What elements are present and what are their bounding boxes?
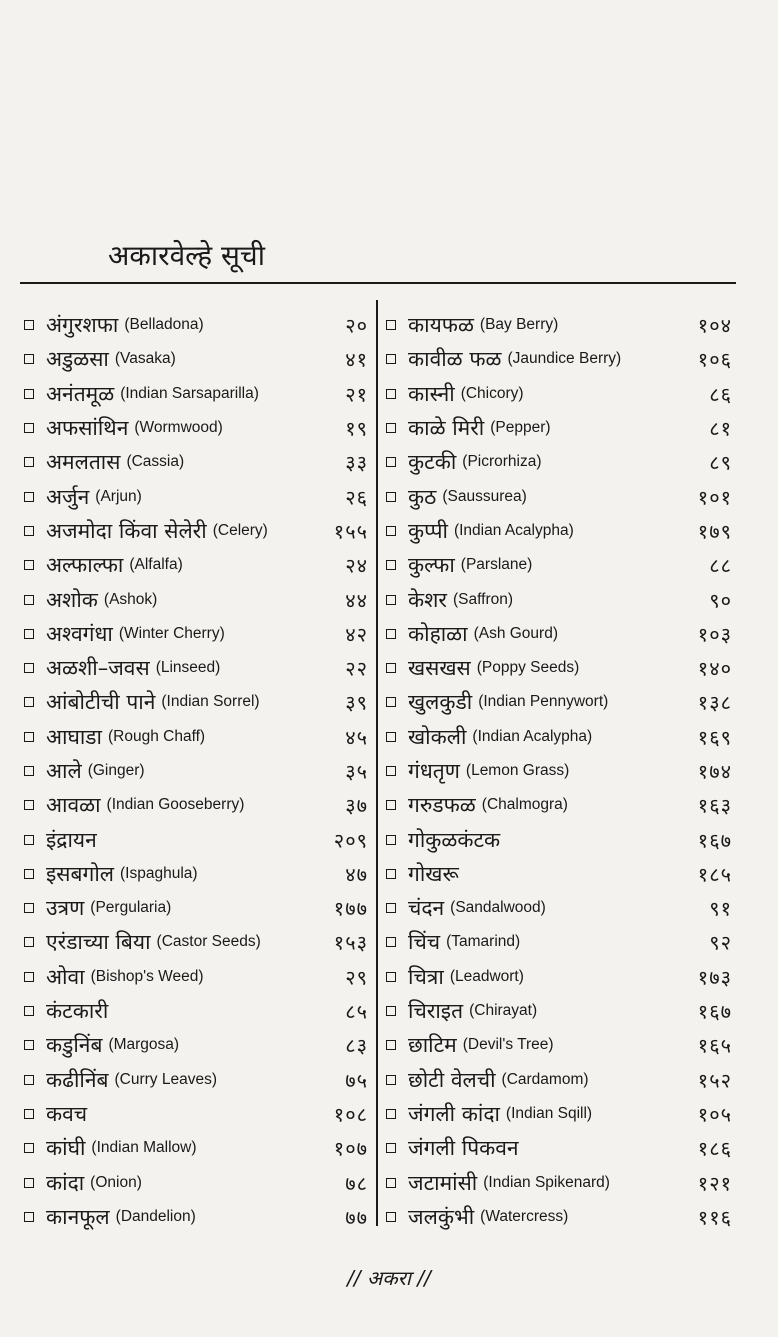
entry-page-number: ८८	[709, 553, 732, 578]
checkbox-square-icon	[386, 937, 396, 947]
entry-english-name: (Ash Gourd)	[473, 624, 558, 642]
entry-page-number: १५३	[333, 930, 368, 955]
checkbox-square-icon	[24, 835, 34, 845]
index-entry	[24, 1165, 372, 1199]
entry-english-name: (Tamarind)	[446, 933, 521, 951]
checkbox-square-icon	[24, 457, 34, 467]
entry-english-name: (Indian Acalypha)	[472, 727, 593, 745]
entry-page-number: ७८	[345, 1171, 368, 1196]
checkbox-square-icon	[24, 937, 34, 947]
entry-page-number: ११६	[697, 1205, 732, 1230]
entry-page-number: ९२	[709, 930, 732, 955]
entry-page-number: १४०	[697, 656, 732, 681]
entry-english-name: (Poppy Seeds)	[476, 659, 580, 677]
checkbox-square-icon	[386, 903, 396, 913]
checkbox-square-icon	[24, 595, 34, 605]
checkbox-square-icon	[24, 663, 34, 673]
entry-english-name: (Castor Seeds)	[156, 933, 261, 951]
entry-page-number: २०९	[333, 828, 368, 853]
entry-english-name: (Linseed)	[155, 659, 221, 677]
entry-page-number: ३३	[345, 450, 368, 475]
entry-name: चिराइत	[408, 999, 464, 1024]
entry-name: कुप्पी	[408, 518, 448, 543]
entry-name: चिंच	[408, 930, 441, 955]
index-entry	[386, 1200, 736, 1234]
entry-name: कुटकी	[408, 450, 457, 475]
checkbox-square-icon	[24, 526, 34, 536]
entry-name: कवच	[46, 1101, 88, 1126]
entry-english-name: (Cassia)	[126, 453, 185, 471]
entry-page-number: ८३	[345, 1033, 368, 1058]
checkbox-square-icon	[24, 629, 34, 639]
entry-name: अल्फाल्फा	[46, 553, 124, 578]
entry-english-name: (Pergularia)	[90, 899, 172, 917]
checkbox-square-icon	[24, 1212, 34, 1222]
index-entry	[386, 994, 736, 1028]
entry-english-name: (Indian Pennywort)	[478, 693, 609, 711]
entry-english-name: (Chalmogra)	[481, 796, 568, 814]
entry-name: अर्जुन	[46, 484, 90, 509]
entry-page-number: २०	[345, 313, 368, 338]
entry-english-name: (Wormwood)	[134, 419, 223, 437]
entry-name: अफसांथिन	[46, 416, 129, 441]
column-divider	[376, 300, 378, 1226]
entry-name: छोटी वेलची	[408, 1067, 496, 1092]
entry-name: आघाडा	[46, 724, 102, 749]
entry-name: गंधतृण	[408, 759, 460, 783]
checkbox-square-icon	[24, 800, 34, 810]
checkbox-square-icon	[24, 1075, 34, 1085]
entry-name: कुठ	[408, 484, 437, 509]
entry-name: अश्वगंधा	[46, 621, 113, 646]
index-entry	[24, 308, 372, 342]
checkbox-square-icon	[24, 1143, 34, 1153]
index-entry	[386, 548, 736, 582]
checkbox-square-icon	[386, 697, 396, 707]
index-entry	[386, 1028, 736, 1062]
entry-name: कावीळ फळ	[408, 347, 502, 372]
entry-page-number: १०६	[697, 347, 732, 372]
entry-page-number: १२१	[697, 1171, 732, 1196]
entry-name: इसबगोल	[46, 861, 114, 886]
entry-name: जंगली पिकवन	[408, 1136, 519, 1161]
right-index-column	[386, 308, 736, 1234]
checkbox-square-icon	[386, 354, 396, 364]
checkbox-square-icon	[24, 1178, 34, 1188]
checkbox-square-icon	[386, 800, 396, 810]
entry-name: उत्रण	[46, 896, 85, 921]
checkbox-square-icon	[386, 560, 396, 570]
index-entry	[386, 960, 736, 994]
entry-english-name: (Cardamom)	[501, 1070, 589, 1088]
entry-english-name: (Jaundice Berry)	[507, 350, 622, 368]
index-entry	[24, 891, 372, 925]
entry-page-number: १३८	[697, 690, 732, 715]
entry-page-number: १५५	[333, 519, 368, 544]
index-entry	[386, 377, 736, 411]
checkbox-square-icon	[386, 1178, 396, 1188]
entry-page-number: १८५	[697, 862, 732, 887]
index-entry	[24, 1063, 372, 1097]
checkbox-square-icon	[386, 423, 396, 433]
entry-page-number: १०५	[697, 1102, 732, 1127]
entry-english-name: (Chicory)	[460, 384, 524, 402]
checkbox-square-icon	[386, 389, 396, 399]
entry-name: जटामांसी	[408, 1170, 478, 1195]
index-entry	[24, 377, 372, 411]
checkbox-square-icon	[386, 526, 396, 536]
entry-english-name: (Pepper)	[490, 419, 551, 437]
entry-page-number: १६५	[697, 1033, 732, 1058]
entry-page-number: १०४	[697, 313, 732, 338]
entry-page-number: ४५	[345, 725, 368, 750]
index-entry	[24, 960, 372, 994]
entry-name: इंद्रायन	[46, 827, 97, 852]
index-entry	[24, 1097, 372, 1131]
title-rule	[20, 282, 736, 284]
entry-name: कांघी	[46, 1136, 86, 1161]
checkbox-square-icon	[24, 869, 34, 879]
entry-page-number: १६७	[697, 999, 732, 1024]
index-entry	[386, 788, 736, 822]
entry-name: आले	[46, 759, 82, 783]
entry-page-number: ८६	[709, 382, 732, 407]
entry-english-name: (Indian Acalypha)	[453, 521, 574, 539]
checkbox-square-icon	[386, 1143, 396, 1153]
entry-english-name: (Picrorhiza)	[462, 453, 542, 471]
entry-english-name: (Sandalwood)	[450, 899, 546, 917]
entry-name: अमलतास	[46, 450, 121, 475]
index-entry	[386, 617, 736, 651]
entry-name: काळे मिरी	[408, 416, 485, 441]
entry-name: कानफूल	[46, 1204, 110, 1229]
entry-name: केशर	[408, 587, 447, 612]
entry-english-name: (Parslane)	[460, 556, 533, 574]
index-entry	[386, 651, 736, 685]
entry-page-number: ४७	[345, 862, 368, 887]
checkbox-square-icon	[386, 1075, 396, 1085]
checkbox-square-icon	[386, 869, 396, 879]
entry-page-number: ४२	[345, 622, 368, 647]
entry-english-name: (Ispaghula)	[120, 864, 198, 882]
entry-page-number: १०८	[333, 1102, 368, 1127]
entry-name: गोकुळकंटक	[408, 827, 501, 852]
entry-page-number: ३७	[345, 793, 368, 818]
index-entry	[24, 720, 372, 754]
entry-name: खोकली	[408, 724, 467, 749]
checkbox-square-icon	[386, 492, 396, 502]
entry-page-number: १६९	[697, 725, 732, 750]
entry-english-name: (Indian Gooseberry)	[106, 796, 245, 814]
index-entry	[24, 685, 372, 719]
index-entry	[386, 445, 736, 479]
checkbox-square-icon	[386, 1006, 396, 1016]
entry-name: जंगली कांदा	[408, 1101, 500, 1126]
checkbox-square-icon	[386, 835, 396, 845]
entry-english-name: (Margosa)	[108, 1036, 180, 1054]
checkbox-square-icon	[386, 663, 396, 673]
entry-name: कडुनिंब	[46, 1033, 103, 1058]
checkbox-square-icon	[386, 320, 396, 330]
entry-page-number: ८१	[709, 416, 732, 441]
entry-name: गरुडफळ	[408, 793, 476, 818]
checkbox-square-icon	[24, 1040, 34, 1050]
index-entry	[24, 445, 372, 479]
index-entry	[24, 651, 372, 685]
page-footer: // अकरा //	[347, 1266, 431, 1290]
entry-name: कोहाळा	[408, 621, 468, 646]
entry-english-name: (Arjun)	[95, 487, 142, 505]
entry-page-number: ७५	[345, 1068, 368, 1093]
index-entry	[24, 582, 372, 616]
index-entry	[24, 754, 372, 788]
checkbox-square-icon	[386, 457, 396, 467]
index-entry	[24, 411, 372, 445]
entry-name: कुल्फा	[408, 553, 455, 578]
entry-english-name: (Celery)	[212, 521, 268, 539]
index-entry	[386, 308, 736, 342]
checkbox-square-icon	[386, 1040, 396, 1050]
entry-name: चंदन	[408, 896, 445, 921]
entry-english-name: (Indian Sqill)	[505, 1104, 593, 1122]
index-entry	[24, 1200, 372, 1234]
entry-english-name: (Curry Leaves)	[114, 1070, 217, 1088]
entry-name: अडुळसा	[46, 347, 109, 372]
checkbox-square-icon	[24, 492, 34, 502]
entry-english-name: (Watercress)	[480, 1207, 569, 1225]
entry-name: आंबोटीची पाने	[46, 690, 156, 715]
index-entry	[386, 342, 736, 376]
entry-english-name: (Lemon Grass)	[465, 762, 570, 779]
checkbox-square-icon	[24, 1006, 34, 1016]
index-entry	[386, 822, 736, 856]
entry-page-number: १५२	[697, 1068, 732, 1093]
index-entry	[386, 1097, 736, 1131]
index-entry	[386, 685, 736, 719]
entry-name: छाटिम	[408, 1033, 457, 1058]
entry-page-number: १७४	[697, 759, 732, 784]
checkbox-square-icon	[24, 423, 34, 433]
entry-page-number: ८५	[345, 999, 368, 1024]
checkbox-square-icon	[24, 697, 34, 707]
index-entry	[24, 514, 372, 548]
entry-page-number: ४४	[345, 588, 368, 613]
checkbox-square-icon	[24, 766, 34, 776]
entry-page-number: २२	[345, 656, 368, 681]
index-entry	[386, 720, 736, 754]
entry-page-number: १०३	[697, 622, 732, 647]
entry-english-name: (Leadwort)	[449, 967, 524, 985]
entry-page-number: १०७	[333, 1136, 368, 1161]
checkbox-square-icon	[24, 972, 34, 982]
entry-page-number: ९०	[709, 588, 732, 613]
entry-english-name: (Ashok)	[103, 590, 158, 608]
checkbox-square-icon	[24, 354, 34, 364]
entry-name: खसखस	[408, 656, 471, 681]
entry-english-name: (Indian Sarsaparilla)	[120, 384, 259, 402]
entry-english-name: (Indian Sorrel)	[161, 693, 260, 711]
entry-page-number: १६७	[697, 828, 732, 853]
index-entry	[386, 1165, 736, 1199]
entry-page-number: १७७	[333, 896, 368, 921]
entry-english-name: (Saffron)	[453, 590, 514, 608]
index-entry	[386, 479, 736, 513]
index-entry	[24, 994, 372, 1028]
entry-name: अनंतमूळ	[46, 381, 115, 406]
entry-page-number: २१	[345, 382, 368, 407]
checkbox-square-icon	[386, 732, 396, 742]
entry-name: आवळा	[46, 793, 101, 818]
entry-english-name: (Alfalfa)	[129, 556, 183, 574]
entry-english-name: (Belladona)	[124, 316, 204, 334]
index-entry	[386, 411, 736, 445]
index-entry	[386, 514, 736, 548]
index-entry	[24, 857, 372, 891]
entry-page-number: २६	[345, 485, 368, 510]
index-entry	[24, 1028, 372, 1062]
index-entry	[24, 548, 372, 582]
entry-name: जलकुंभी	[408, 1204, 475, 1229]
entry-english-name: (Onion)	[90, 1173, 142, 1191]
checkbox-square-icon	[386, 1212, 396, 1222]
index-entry	[24, 925, 372, 959]
entry-name: कायफळ	[408, 313, 474, 338]
entry-english-name: (Ginger)	[87, 762, 145, 779]
entry-page-number: ३९	[345, 690, 368, 715]
entry-english-name: (Vasaka)	[114, 350, 176, 368]
index-entry	[24, 822, 372, 856]
index-entry	[24, 479, 372, 513]
entry-english-name: (Saussurea)	[442, 487, 527, 505]
entry-name: कास्नी	[408, 381, 455, 406]
entry-english-name: (Bishop's Weed)	[90, 967, 204, 985]
entry-page-number: ४१	[345, 347, 368, 372]
index-entry	[24, 1131, 372, 1165]
checkbox-square-icon	[386, 766, 396, 776]
entry-english-name: (Winter Cherry)	[118, 624, 225, 642]
entry-name: एरंडाच्या बिया	[46, 930, 151, 955]
entry-name: कंटकारी	[46, 999, 109, 1024]
checkbox-square-icon	[386, 595, 396, 605]
entry-page-number: ७७	[345, 1205, 368, 1230]
entry-page-number: १०१	[697, 485, 732, 510]
entry-english-name: (Bay Berry)	[479, 316, 559, 334]
entry-page-number: १९	[345, 416, 368, 441]
entry-page-number: १७९	[697, 519, 732, 544]
entry-name: ओवा	[46, 964, 85, 989]
entry-page-number: १८६	[697, 1136, 732, 1161]
index-entry	[386, 1131, 736, 1165]
entry-page-number: २९	[345, 965, 368, 990]
page-title: अकारवेल्हे सूची	[108, 239, 265, 272]
index-entry	[386, 857, 736, 891]
checkbox-square-icon	[386, 1109, 396, 1119]
checkbox-square-icon	[24, 389, 34, 399]
entry-name: अळशी–जवस	[46, 656, 150, 681]
entry-english-name: (Chirayat)	[469, 1002, 538, 1020]
index-entry	[386, 925, 736, 959]
checkbox-square-icon	[24, 903, 34, 913]
entry-page-number: १६३	[697, 793, 732, 818]
entry-english-name: (Indian Spikenard)	[483, 1173, 610, 1191]
checkbox-square-icon	[24, 1109, 34, 1119]
checkbox-square-icon	[386, 629, 396, 639]
index-entry	[24, 617, 372, 651]
entry-name: कढीनिंब	[46, 1067, 109, 1092]
index-entry	[24, 342, 372, 376]
entry-page-number: १७३	[697, 965, 732, 990]
index-entry	[24, 788, 372, 822]
entry-page-number: ३५	[345, 759, 368, 784]
checkbox-square-icon	[24, 320, 34, 330]
entry-name: खुलकुडी	[408, 690, 473, 715]
entry-name: अजमोदा किंवा सेलेरी	[46, 518, 207, 543]
entry-page-number: ९१	[709, 896, 732, 921]
index-entry	[386, 754, 736, 788]
entry-english-name: (Dandelion)	[115, 1207, 196, 1225]
index-entry	[386, 582, 736, 616]
entry-english-name: (Devil's Tree)	[462, 1036, 554, 1054]
index-entry	[386, 891, 736, 925]
checkbox-square-icon	[24, 560, 34, 570]
entry-page-number: ८९	[709, 450, 732, 475]
entry-name: अंगुरशफा	[46, 313, 119, 338]
left-index-column	[24, 308, 372, 1234]
entry-english-name: (Indian Mallow)	[91, 1139, 197, 1157]
entry-page-number: २४	[345, 553, 368, 578]
entry-name: कांदा	[46, 1170, 85, 1195]
entry-name: गोखरू	[408, 861, 459, 886]
checkbox-square-icon	[386, 972, 396, 982]
entry-name: चित्रा	[408, 964, 444, 989]
entry-english-name: (Rough Chaff)	[108, 727, 206, 745]
checkbox-square-icon	[24, 732, 34, 742]
entry-name: अशोक	[46, 587, 98, 612]
index-entry	[386, 1063, 736, 1097]
